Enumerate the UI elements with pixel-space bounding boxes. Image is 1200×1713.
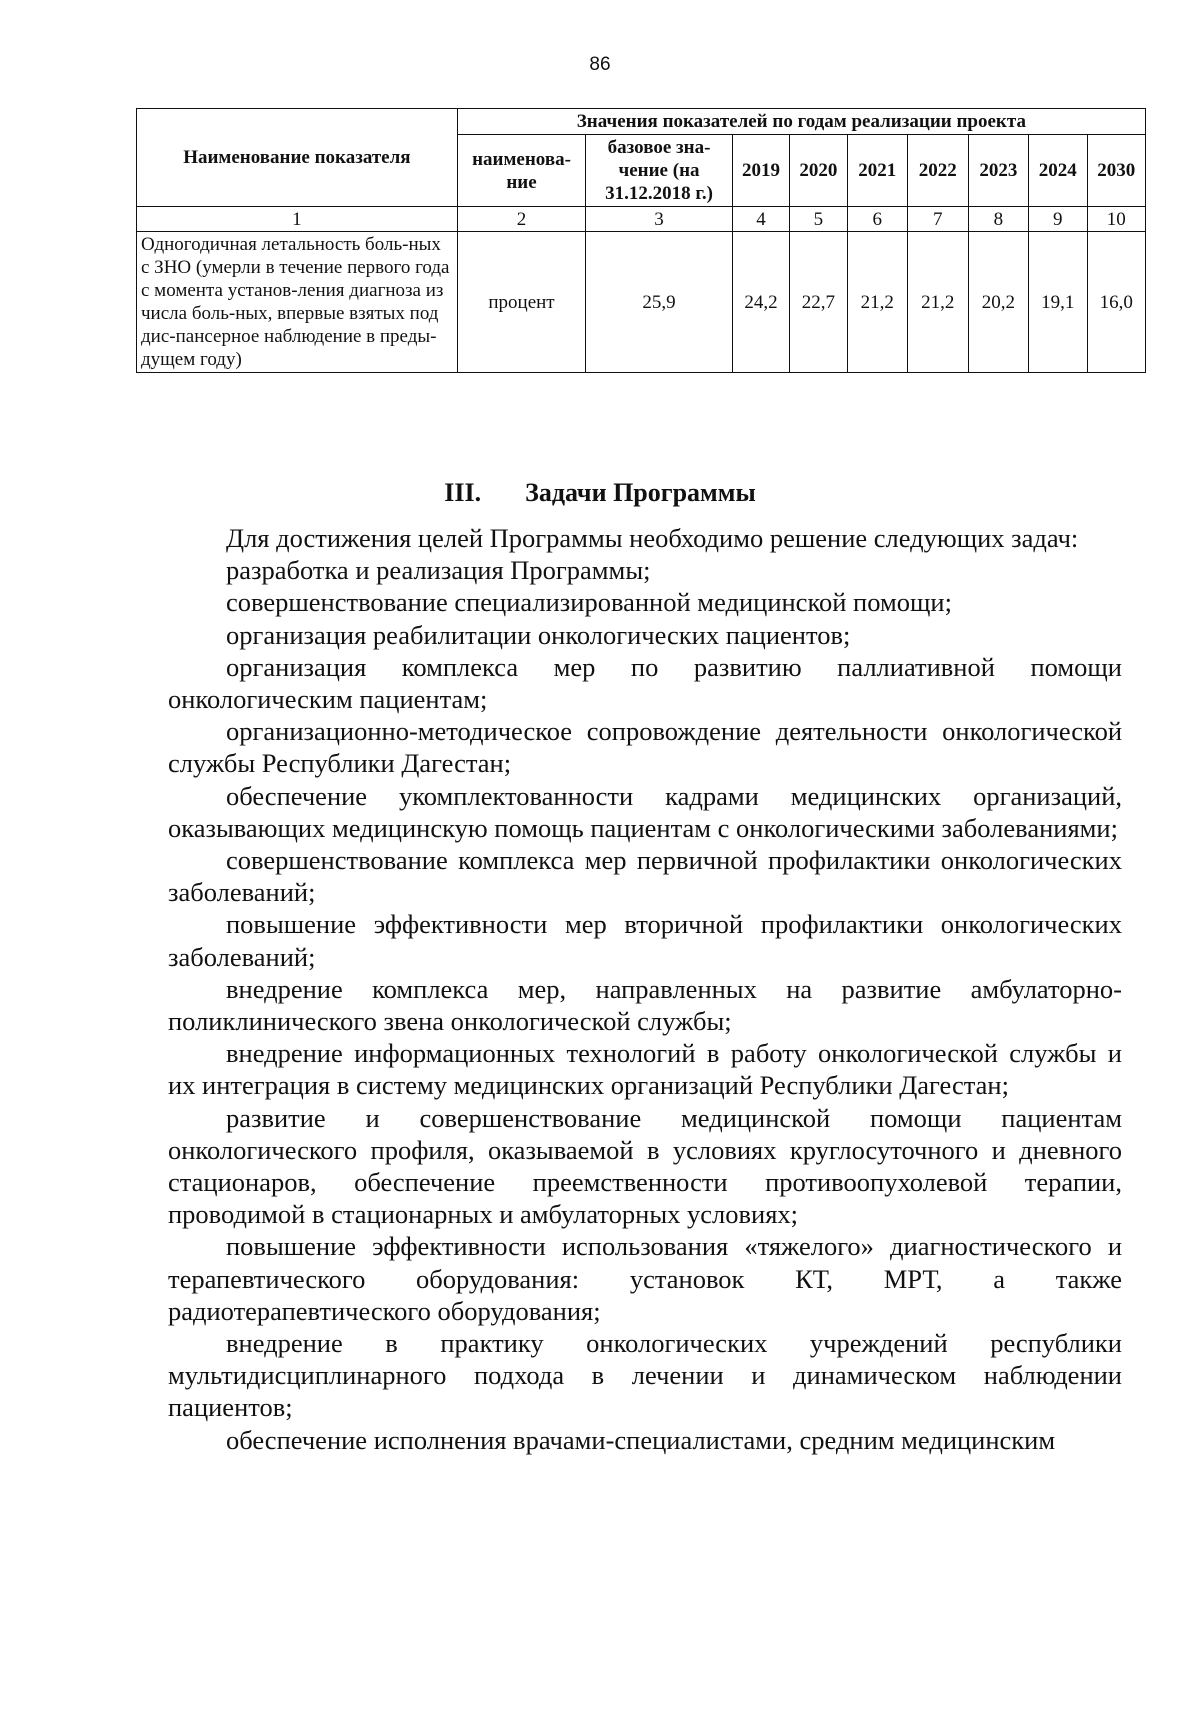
paragraph: разработка и реализация Программы; — [226, 555, 651, 586]
table-row — [137, 232, 1146, 373]
paragraph: внедрение информационных технологий в работу онкологической службы и их интеграция в систему медицинских организаций Республики Дагестан; — [168, 1038, 1122, 1101]
column-number: 7 — [908, 207, 969, 232]
paragraph: повышение эффективности использования «тяжелого» диагностического и терапевтического оборудования: установок КТ, МРТ, а также радиотерапевтического оборудования; — [168, 1231, 1122, 1326]
indicator-value: 21,2 — [847, 232, 908, 373]
table-header-row-1 — [137, 109, 1146, 135]
paragraph: Для достижения целей Программы необходимо решение следующих задач: — [226, 523, 1079, 553]
indicator-name: Одногодичная летальность боль-ных с ЗНО (умерли в течение первого года с момента установ-ления диагноза из числа боль-ных, впервые взятых под дис-пансерное наблюдение в преды-дущем году) — [137, 232, 458, 373]
year-header: 2023 — [968, 135, 1029, 207]
page-number: 86 — [589, 54, 611, 75]
column-number-row — [137, 207, 1146, 232]
column-number: 2 — [457, 207, 586, 232]
year-header: 2020 — [790, 135, 847, 207]
indicator-value: 20,2 — [968, 232, 1029, 373]
section-heading — [0, 478, 1200, 508]
column-number: 8 — [968, 207, 1029, 232]
section-title: Задачи Программы — [525, 478, 756, 507]
paragraph: совершенствование комплекса мер первичной профилактики онкологических заболеваний; — [168, 845, 1122, 908]
column-number: 1 — [137, 207, 458, 232]
column-number: 6 — [847, 207, 908, 232]
column-number: 5 — [790, 207, 847, 232]
paragraph: совершенствование специализированной медицинской помощи; — [226, 587, 952, 618]
year-header: 2024 — [1029, 135, 1087, 207]
year-header: 2022 — [908, 135, 969, 207]
column-number: 4 — [732, 207, 789, 232]
indicator-base-value: 25,9 — [586, 232, 733, 373]
paragraph: организация реабилитации онкологических пациентов; — [226, 619, 851, 650]
year-header: 2021 — [847, 135, 908, 207]
body-text — [168, 522, 1122, 1456]
header-group: Значения показателей по годам реализации проекта — [457, 109, 1145, 135]
paragraph: обеспечение исполнения врачами-специалистами, средним медицинским — [226, 1424, 1056, 1455]
column-number: 3 — [586, 207, 733, 232]
indicator-value: 16,0 — [1087, 232, 1146, 373]
paragraph: обеспечение укомплектованности кадрами медицинских организаций, оказывающих медицинскую помощь пациентам с онкологическими заболеваниями; — [168, 780, 1122, 843]
indicator-value: 24,2 — [732, 232, 789, 373]
paragraph: повышение эффективности мер вторичной профилактики онкологических заболеваний; — [168, 909, 1122, 972]
indicators-table — [136, 108, 1146, 373]
column-number: 9 — [1029, 207, 1087, 232]
indicator-value: 21,2 — [908, 232, 969, 373]
indicator-value: 19,1 — [1029, 232, 1087, 373]
col-base-header: базовое зна-чение (на 31.12.2018 г.) — [586, 135, 733, 207]
paragraph: внедрение комплекса мер, направленных на развитие амбулаторно-поликлинического звена онкологической службы; — [168, 973, 1122, 1037]
col-name-header: Наименование показателя — [137, 109, 458, 207]
paragraph: развитие и совершенствование медицинской помощи пациентам онкологического профиля, оказываемой в условиях круглосуточного и дневного стационаров, обеспечение преемственности противоопухолевой терапии, проводимой в стационарных и амбулаторных условиях; — [168, 1102, 1122, 1230]
indicator-value: 22,7 — [790, 232, 847, 373]
indicator-unit: процент — [457, 232, 586, 373]
year-header: 2019 — [732, 135, 789, 207]
year-header: 2030 — [1087, 135, 1146, 207]
col-unit-header: наименова-ние — [457, 135, 586, 207]
section-number: III. — [444, 478, 482, 507]
paragraph: внедрение в практику онкологических учреждений республики мультидисциплинарного подхода в лечении и динамическом наблюдении пациентов; — [168, 1328, 1122, 1423]
paragraph: организационно-методическое сопровождение деятельности онкологической службы Республики Дагестан; — [168, 716, 1122, 779]
paragraph: организация комплекса мер по развитию паллиативной помощи онкологическим пациентам; — [168, 651, 1122, 715]
column-number: 10 — [1087, 207, 1146, 232]
